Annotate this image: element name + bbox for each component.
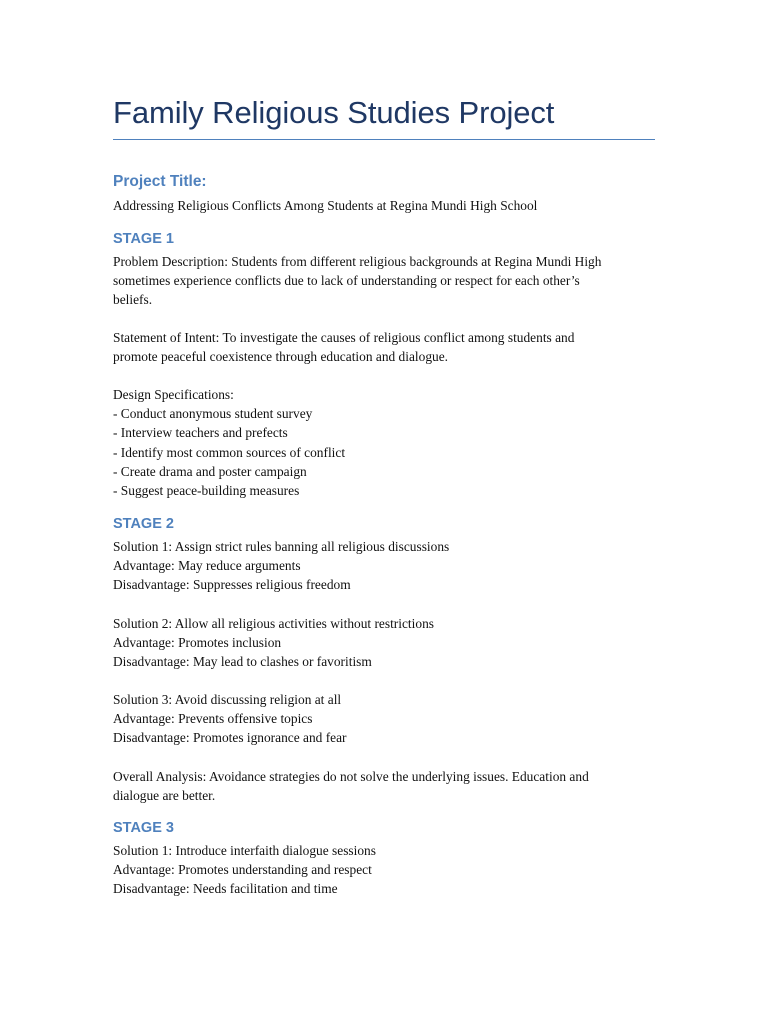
stage-2-heading: STAGE 2 (113, 516, 174, 532)
solution-line: Solution 2: Allow all religious activities without restrictions (113, 616, 434, 631)
analysis-line-1: Overall Analysis: Avoidance strategies do not solve the underlying issues. Education and (113, 769, 589, 784)
design-line-2: - Conduct anonymous student survey (113, 406, 313, 422)
document-title: Family Religious Studies Project (113, 95, 555, 130)
problem-line-3: beliefs. (113, 292, 153, 308)
disadvantage-line: Disadvantage: Promotes ignorance and fear (113, 730, 347, 746)
overall-analysis (113, 767, 589, 805)
statement-of-intent (113, 328, 574, 366)
design-line-1: Design Specifications: (113, 387, 234, 402)
analysis-line-2: dialogue are better. (113, 788, 216, 804)
stage-1-heading: STAGE 1 (113, 231, 174, 247)
design-line-6: - Suggest peace-building measures (113, 483, 300, 499)
stage-3-heading: STAGE 3 (113, 820, 174, 836)
stage-3-solution-1 (113, 841, 376, 899)
advantage-line: Advantage: Promotes inclusion (113, 635, 282, 651)
stage-2-solution-2 (113, 614, 434, 672)
title-divider (113, 139, 655, 140)
design-line-4: - Identify most common sources of conflict (113, 444, 346, 460)
disadvantage-line: Disadvantage: May lead to clashes or favoritism (113, 654, 372, 670)
advantage-line: Advantage: Prevents offensive topics (113, 711, 313, 727)
design-line-3: - Interview teachers and prefects (113, 425, 288, 441)
design-specifications (113, 385, 345, 500)
intent-line-1: Statement of Intent: To investigate the causes of religious conflict among students and (113, 330, 575, 345)
intent-line-2: promote peaceful coexistence through education and dialogue. (113, 349, 449, 365)
project-title-heading: Project Title: (113, 173, 207, 190)
stage-2-solution-3 (113, 690, 347, 748)
solution-line: Solution 1: Assign strict rules banning all religious discussions (113, 539, 450, 554)
solution-line: Solution 3: Avoid discussing religion at all (113, 692, 342, 707)
design-line-5: - Create drama and poster campaign (113, 463, 307, 479)
project-title-text: Addressing Religious Conflicts Among Students at Regina Mundi High School (113, 198, 538, 213)
problem-description (113, 252, 601, 310)
stage-2-solution-1 (113, 537, 449, 595)
advantage-line: Advantage: Promotes understanding and respect (113, 862, 372, 878)
problem-line-1: Problem Description: Students from different religious backgrounds at Regina Mundi High (113, 254, 602, 269)
problem-line-2: sometimes experience conflicts due to lack of understanding or respect for each other’s (113, 273, 580, 289)
solution-line: Solution 1: Introduce interfaith dialogue sessions (113, 843, 376, 858)
disadvantage-line: Disadvantage: Suppresses religious freedom (113, 577, 351, 593)
advantage-line: Advantage: May reduce arguments (113, 558, 301, 574)
disadvantage-line: Disadvantage: Needs facilitation and time (113, 881, 338, 897)
